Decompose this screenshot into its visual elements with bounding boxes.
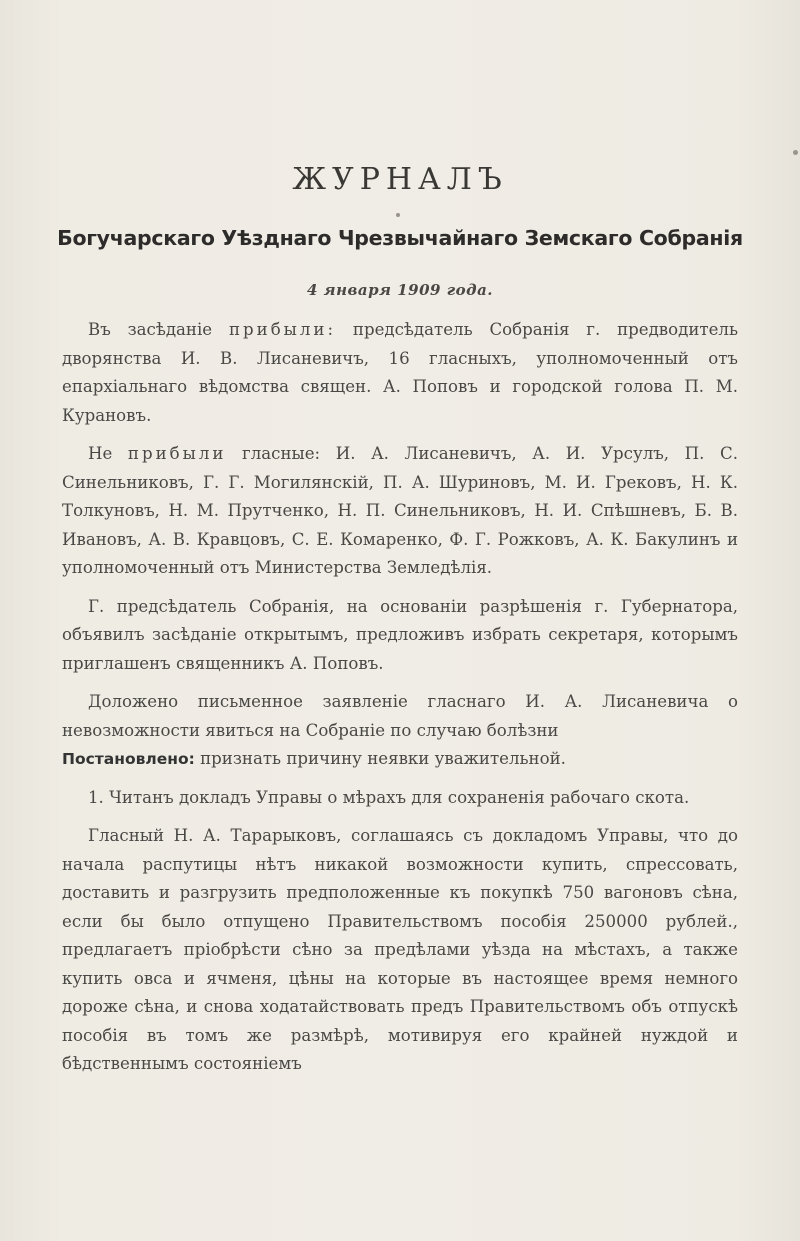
- paragraph-statement: [62, 688, 738, 774]
- paragraph-attendance: [62, 316, 738, 430]
- paragraph-absent: [62, 440, 738, 583]
- paragraph-text: Г. предсѣдатель Собранія, на основаніи разрѣшенія г. Губернатора, объявилъ засѣданіе открытымъ, предложивъ избрать секретаря, которымъ приглашенъ священникъ А. Поповъ.: [62, 596, 738, 673]
- document-body: [62, 316, 738, 1089]
- paragraph-text: Гласный Н. А. Тарарыковъ, соглашаясь съ докладомъ Управы, что до начала распутицы нѣтъ никакой возможности купить, спрессовать, доставить и разгрузить предположенные къ покупкѣ 750 вагоновъ сѣна, если бы было отпущено Правительствомъ пособія 250000 рублей., предлагаетъ пріобрѣсти сѣно за предѣлами уѣзда на мѣстахъ, а также купить овса и ячменя, цѣны на которые въ настоящее время немного дороже сѣна, и снова ходатайствовать предъ Правительствомъ объ отпускѣ пособія въ томъ же размѣрѣ, мотивируя его крайней нуждой и бѣдственнымъ состояніемъ: [62, 826, 738, 1073]
- spaced-word: прибыли: [127, 444, 227, 463]
- resolution-label: Постановлено:: [62, 750, 195, 768]
- paragraph-text: Въ засѣданіе: [88, 320, 229, 339]
- document-subtitle: Богучарскаго Уѣзднаго Чрезвычайнаго Земскаго Собранія: [57, 226, 743, 250]
- paragraph-proposal: [62, 822, 738, 1079]
- ink-dot: [793, 150, 798, 155]
- ink-dot: [396, 213, 400, 217]
- paragraph-text: Не: [88, 444, 128, 463]
- paragraph-report: [62, 784, 738, 813]
- paragraph-text: предсѣдатель Собранія г. предводитель дворянства И. В. Лисаневичъ, 16 гласныхъ, уполномоченный отъ епархіальнаго вѣдомства священ. А. Поповъ и городской голова П. М. Курановъ.: [62, 320, 738, 425]
- document-date: 4 января 1909 года.: [306, 281, 494, 299]
- paragraph-text: гласные: И. А. Лисаневичъ, А. И. Урсулъ, П. С. Синельниковъ, Г. Г. Могилянскій, П. А. Шуриновъ, М. И. Грековъ, Н. К. Толкуновъ, Н. М. Прутченко, Н. П. Синельниковъ, Н. И. Спѣшневъ, Б. В. Ивановъ, А. В. Кравцовъ, С. Е. Комаренко, Ф. Г. Рожковъ, А. К. Бакулинъ и уполномоченный отъ Министерства Земледѣлія.: [62, 444, 738, 577]
- paragraph-text: признать причину неявки уважительной.: [194, 749, 566, 768]
- spaced-word: прибыли:: [228, 320, 337, 339]
- paragraph-text: Доложено письменное заявленіе гласнаго И. А. Лисаневича о невозможности явиться на Собраніе по случаю болѣзни: [62, 692, 738, 740]
- paragraph-text: 1. Читанъ докладъ Управы о мѣрахъ для сохраненія рабочаго скота.: [88, 787, 690, 807]
- paragraph-opening: [62, 593, 738, 679]
- document-title: ЖУРНАЛЪ: [292, 162, 508, 197]
